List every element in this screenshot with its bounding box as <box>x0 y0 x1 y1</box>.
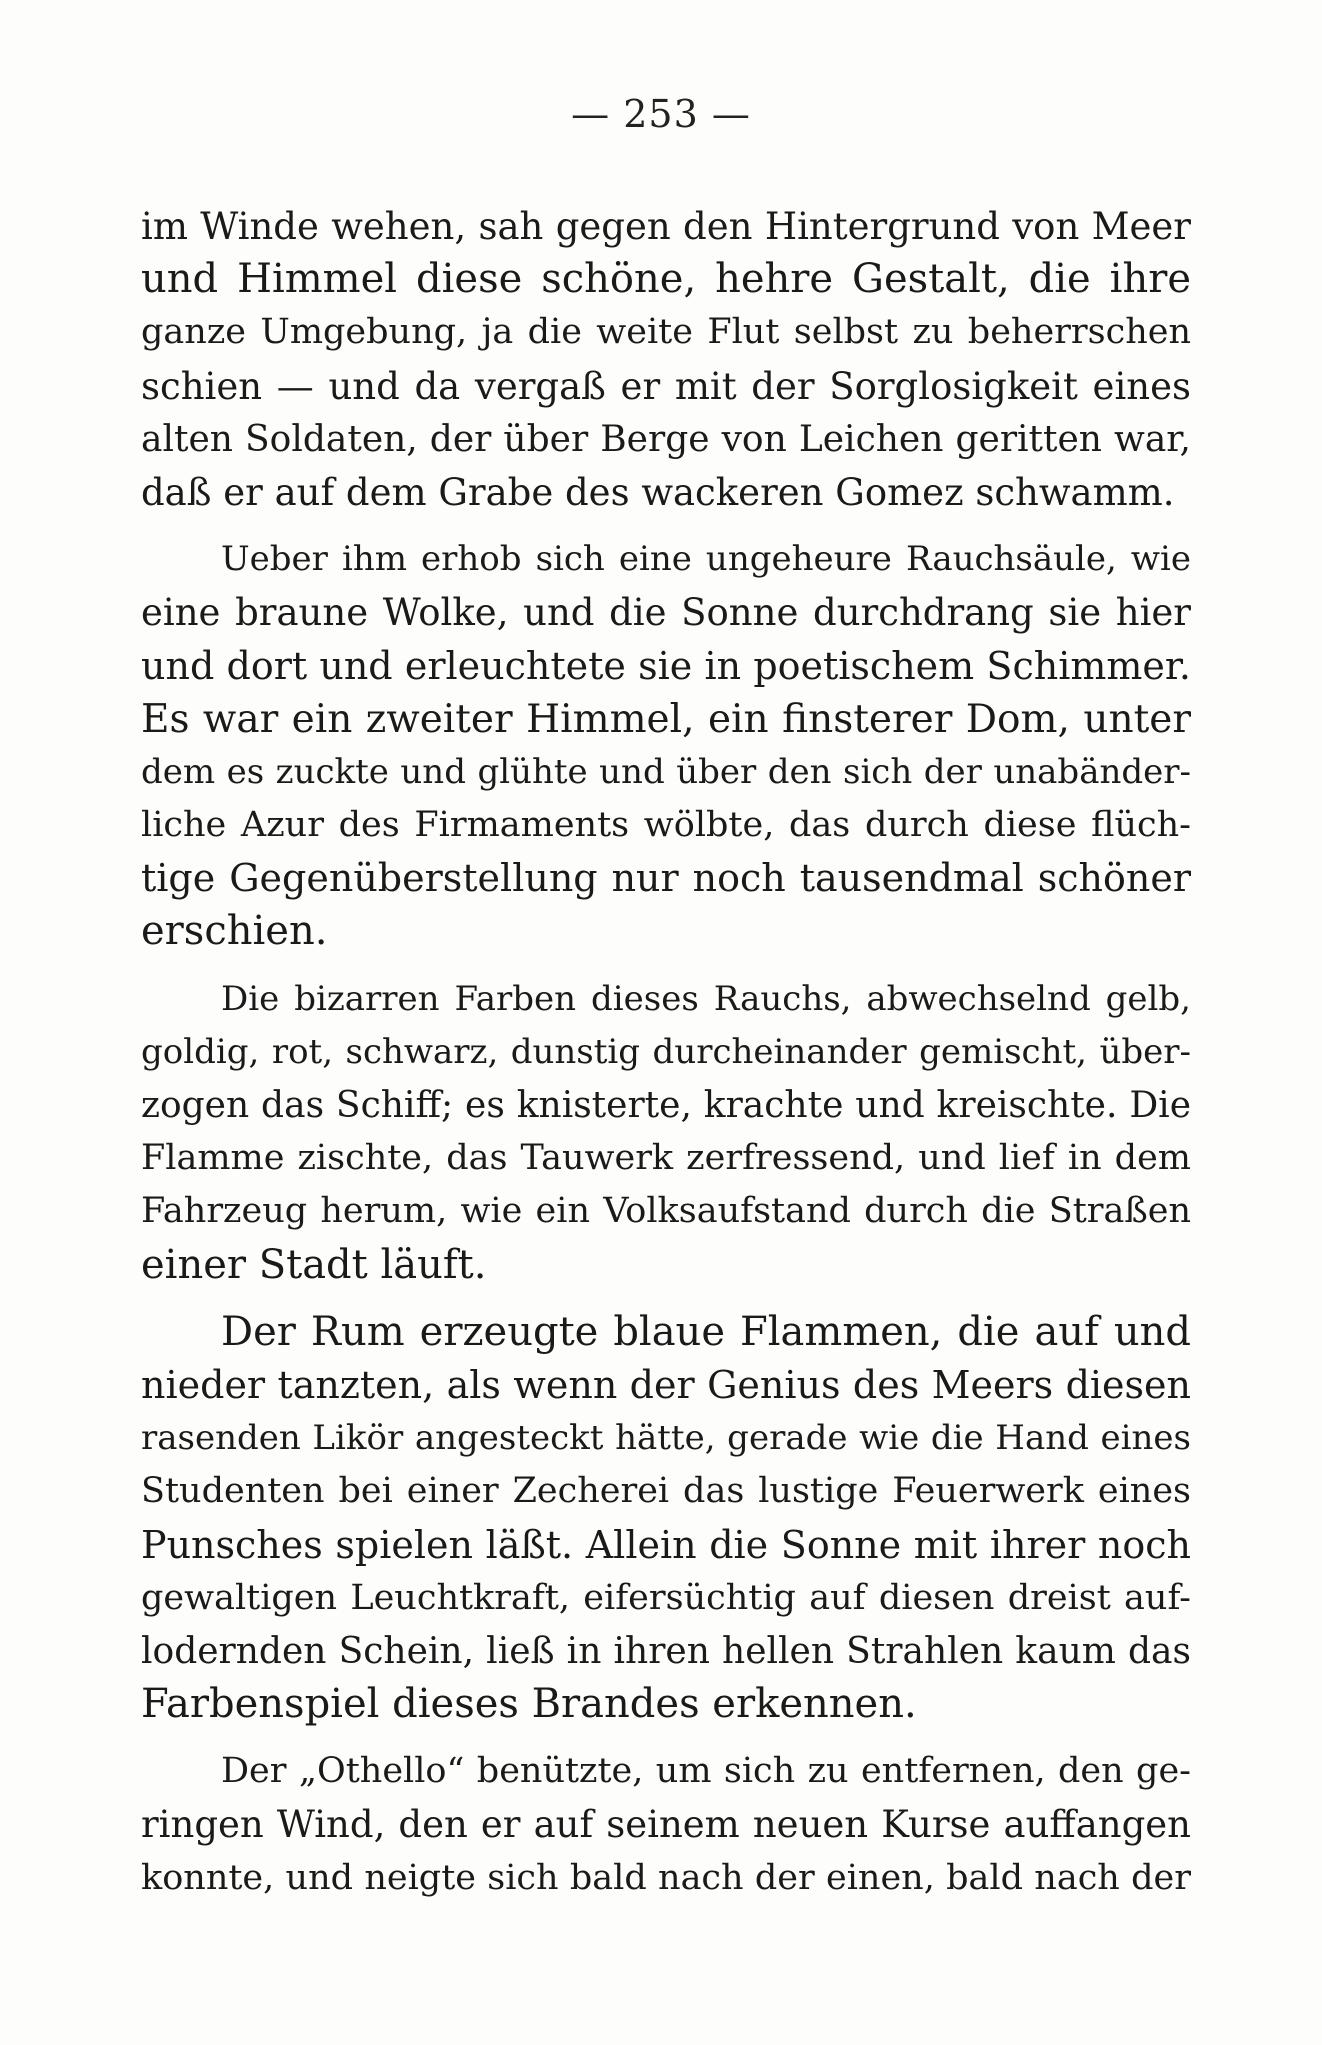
text-line: ganze Umgebung, ja die weite Flut selbst zu beherrschen <box>141 312 1191 353</box>
text-line: Studenten bei einer Zecherei das lustige Feuerwerk eines <box>141 1471 1191 1512</box>
text-line: nieder tanzten, als wenn der Genius des Meers diesen <box>141 1362 1191 1407</box>
text-line: Punsches spielen läßt. Allein die Sonne mit ihrer noch <box>141 1522 1191 1567</box>
text-line: Fahrzeug herum, wie ein Volksaufstand durch die Straßen <box>141 1191 1191 1232</box>
text-line: gewaltigen Leuchtkraft, eifersüchtig auf diesen dreist auf- <box>141 1577 1191 1618</box>
text-line: Es war ein zweiter Himmel, ein finsterer Dom, unter <box>141 696 1191 742</box>
text-line: eine braune Wolke, und die Sonne durchdrang sie hier <box>141 591 1191 635</box>
text-line: im Winde wehen, sah gegen den Hintergrund von Meer <box>141 205 1191 248</box>
paragraph-5 <box>141 1745 1191 1905</box>
text-line: und dort und erleuchtete sie in poetischem Schimmer. <box>141 643 1191 688</box>
text-line: goldig, rot, schwarz, dunstig durcheinander gemischt, über- <box>141 1031 1191 1072</box>
text-line: konnte, und neigte sich bald nach der einen, bald nach der <box>141 1857 1191 1898</box>
paragraph-4 <box>141 1306 1191 1732</box>
text-line: Flamme zischte, das Tauwerk zerfressend, und lief in dem <box>141 1138 1191 1179</box>
page-number: — 253 — <box>571 92 751 136</box>
text-line: tige Gegenüberstellung nur noch tausendmal schöner <box>141 856 1191 901</box>
text-line: zogen das Schiff; es knisterte, krachte und kreischte. Die <box>141 1085 1191 1126</box>
text-line: liche Azur des Firmaments wölbte, das durch diese flüch- <box>141 805 1191 846</box>
text-line: dem es zuckte und glühte und über den sich der unabänder- <box>141 751 1191 792</box>
paragraph-gap <box>141 1292 1191 1306</box>
text-line: Der „Othello“ benützte, um sich zu entfernen, den ge- <box>221 1751 1191 1792</box>
text-line: lodernden Schein, ließ in ihren hellen Strahlen kaum das <box>141 1630 1191 1672</box>
paragraph-gap <box>141 1731 1191 1745</box>
text-line: einer Stadt läuft. <box>141 1241 487 1288</box>
text-line: alten Soldaten, der über Berge von Leichen geritten war, <box>141 418 1191 460</box>
paragraph-3 <box>141 973 1191 1292</box>
text-line: rasenden Likör angesteckt hätte, gerade wie die Hand eines <box>141 1418 1191 1459</box>
text-line: ringen Wind, den er auf seinem neuen Kurse auffangen <box>141 1803 1191 1847</box>
paragraph-1 <box>141 200 1191 519</box>
paragraph-2 <box>141 533 1191 959</box>
text-line: schien — und da vergaß er mit der Sorglosigkeit eines <box>141 364 1191 408</box>
text-line: daß er auf dem Grabe des wackeren Gomez schwamm. <box>141 470 1175 514</box>
text-line: erschien. <box>141 908 328 955</box>
paragraph-gap <box>141 959 1191 973</box>
text-line: Ueber ihm erhob sich eine ungeheure Rauchsäule, wie <box>221 539 1191 580</box>
text-line: Farbenspiel dieses Brandes erkennen. <box>141 1681 917 1728</box>
text-line: und Himmel diese schöne, hehre Gestalt, die ihre <box>141 256 1191 303</box>
text-line: Der Rum erzeugte blaue Flammen, die auf und <box>221 1308 1191 1355</box>
text-line: Die bizarren Farben dieses Rauchs, abwechselnd gelb, <box>221 978 1191 1019</box>
paragraph-gap <box>141 519 1191 533</box>
body-text <box>141 200 1191 1905</box>
